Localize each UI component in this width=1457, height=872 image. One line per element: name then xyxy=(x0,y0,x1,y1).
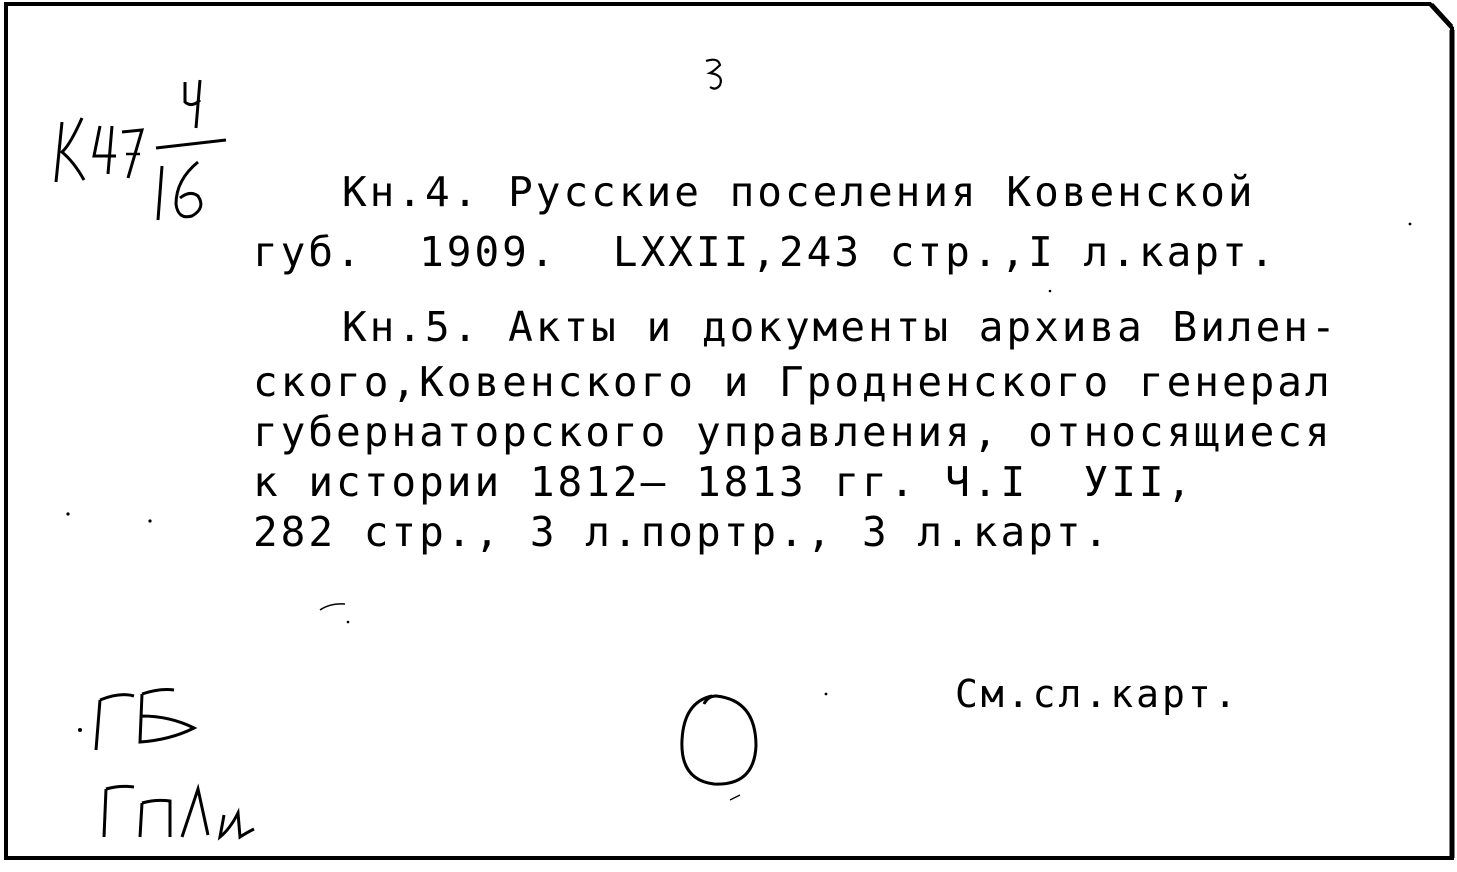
entry-book5-line1: Кн.5. Акты и документы архива Вилен- xyxy=(342,303,1339,351)
shelfmark-handwritten xyxy=(50,70,240,230)
hand-drawn-circle-mark xyxy=(668,688,768,798)
see-next-card-note: См.сл.карт. xyxy=(955,672,1240,716)
entry-book5-line3: губернаторского управления, относящиеся xyxy=(253,408,1333,456)
entry-book4-line2: губ. 1909. LXXII,243 стр.,I л.карт. xyxy=(253,228,1278,276)
library-mark-gb xyxy=(70,680,210,760)
entry-book5-line5: 282 стр., 3 л.портр., 3 л.карт. xyxy=(253,508,1112,556)
entry-book4-line1: Кн.4. Русские поселения Ковенской xyxy=(342,168,1256,216)
page-number-handwritten xyxy=(700,55,740,95)
library-mark-gpli xyxy=(90,775,300,855)
entry-book5-line2: ского,Ковенского и Гродненского генерал xyxy=(253,358,1333,406)
entry-book5-line4: к истории 1812— 1813 гг. Ч.I УII, xyxy=(253,458,1195,506)
